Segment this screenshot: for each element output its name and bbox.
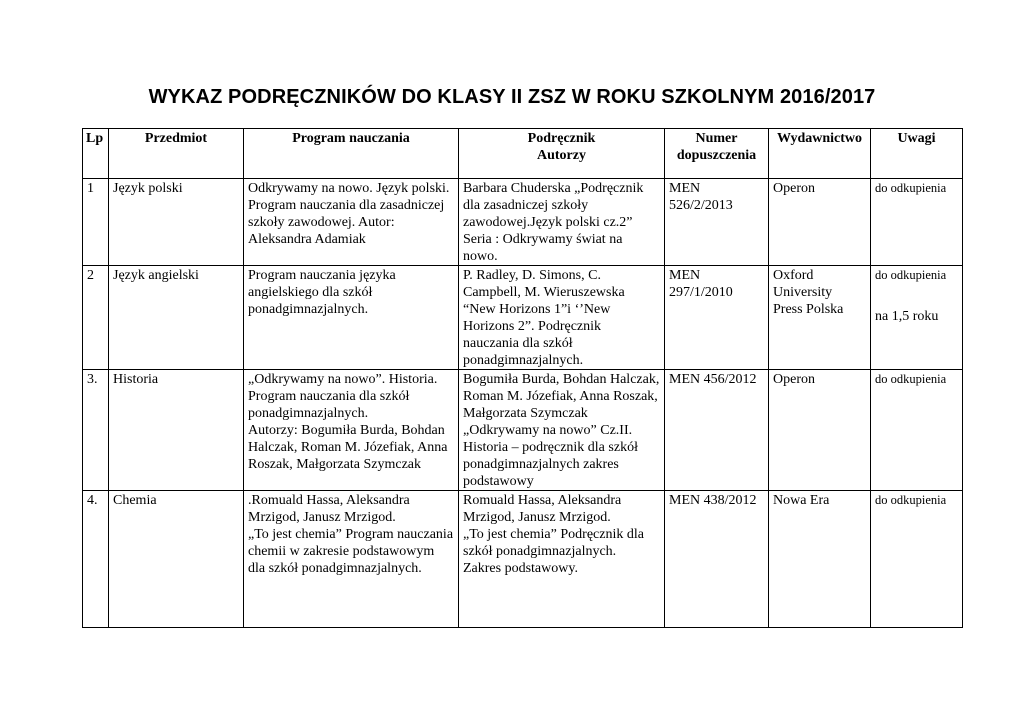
textbook-table [82,128,963,628]
cell-przedmiot: Historia [109,370,244,491]
cell-uwagi [871,179,963,266]
header-podrecznik: Podręcznik Autorzy [459,129,665,179]
header-lp: Lp [83,129,109,179]
header-program: Program nauczania [244,129,459,179]
cell-wydawnictwo: Operon [769,370,871,491]
uwagi-text: do odkupienia [875,181,947,195]
cell-podrecznik: Romuald Hassa, Aleksandra Mrzigod, Janusz Mrzigod. „To jest chemia” Podręcznik dla szkół ponadgimnazjalnych. Zakres podstawowy. [459,491,665,628]
uwagi-text: do odkupienia [875,372,947,386]
cell-uwagi [871,370,963,491]
cell-numer: MEN 297/1/2010 [665,266,769,370]
cell-numer: MEN 456/2012 [665,370,769,491]
uwagi-text: do odkupienia [875,493,947,507]
cell-wydawnictwo: Nowa Era [769,491,871,628]
cell-podrecznik: P. Radley, D. Simons, C. Campbell, M. Wieruszewska “New Horizons 1”i ‘’New Horizons 2”. Podręcznik nauczania dla szkół ponadgimnazjalnych. [459,266,665,370]
cell-wydawnictwo: Oxford University Press Polska [769,266,871,370]
header-uwagi: Uwagi [871,129,963,179]
cell-program: „Odkrywamy na nowo”. Historia. Program nauczania dla szkół ponadgimnazjalnych. Autorzy: Bogumiła Burda, Bohdan Halczak, Roman M. Józefiak, Anna Roszak, Małgorzata Szymczak [244,370,459,491]
uwagi-extra-text: na 1,5 roku [875,309,939,324]
table-row [83,491,963,628]
cell-lp: 4. [83,491,109,628]
cell-lp: 3. [83,370,109,491]
cell-program: Odkrywamy na nowo. Język polski. Program nauczania dla zasadniczej szkoły zawodowej. Autor: Aleksandra Adamiak [244,179,459,266]
page-title: WYKAZ PODRĘCZNIKÓW DO KLASY II ZSZ W ROKU SZKOLNYM 2016/2017 [148,86,876,108]
header-przedmiot: Przedmiot [109,129,244,179]
cell-program: .Romuald Hassa, Aleksandra Mrzigod, Janusz Mrzigod. „To jest chemia” Program nauczania chemii w zakresie podstawowym dla szkół ponadgimnazjalnych. [244,491,459,628]
table-row [83,266,963,370]
header-wydawnictwo: Wydawnictwo [769,129,871,179]
cell-lp: 1 [83,179,109,266]
table-row [83,179,963,266]
cell-przedmiot: Chemia [109,491,244,628]
uwagi-text: do odkupienia [875,268,947,282]
cell-lp: 2 [83,266,109,370]
cell-wydawnictwo: Operon [769,179,871,266]
header-numer: Numer dopuszczenia [665,129,769,179]
cell-numer: MEN 438/2012 [665,491,769,628]
cell-uwagi [871,491,963,628]
cell-program: Program nauczania języka angielskiego dla szkół ponadgimnazjalnych. [244,266,459,370]
cell-podrecznik: Bogumiła Burda, Bohdan Halczak, Roman M. Józefiak, Anna Roszak, Małgorzata Szymczak „Odkrywamy na nowo” Cz.II. Historia – podręcznik dla szkół ponadgimnazjalnych zakres podstawowy [459,370,665,491]
cell-przedmiot: Język angielski [109,266,244,370]
cell-uwagi [871,266,963,370]
cell-podrecznik: Barbara Chuderska „Podręcznik dla zasadniczej szkoły zawodowej.Język polski cz.2” Seria : Odkrywamy świat na nowo. [459,179,665,266]
cell-numer: MEN 526/2/2013 [665,179,769,266]
table-row [83,370,963,491]
cell-przedmiot: Język polski [109,179,244,266]
table-header-row [83,129,963,179]
